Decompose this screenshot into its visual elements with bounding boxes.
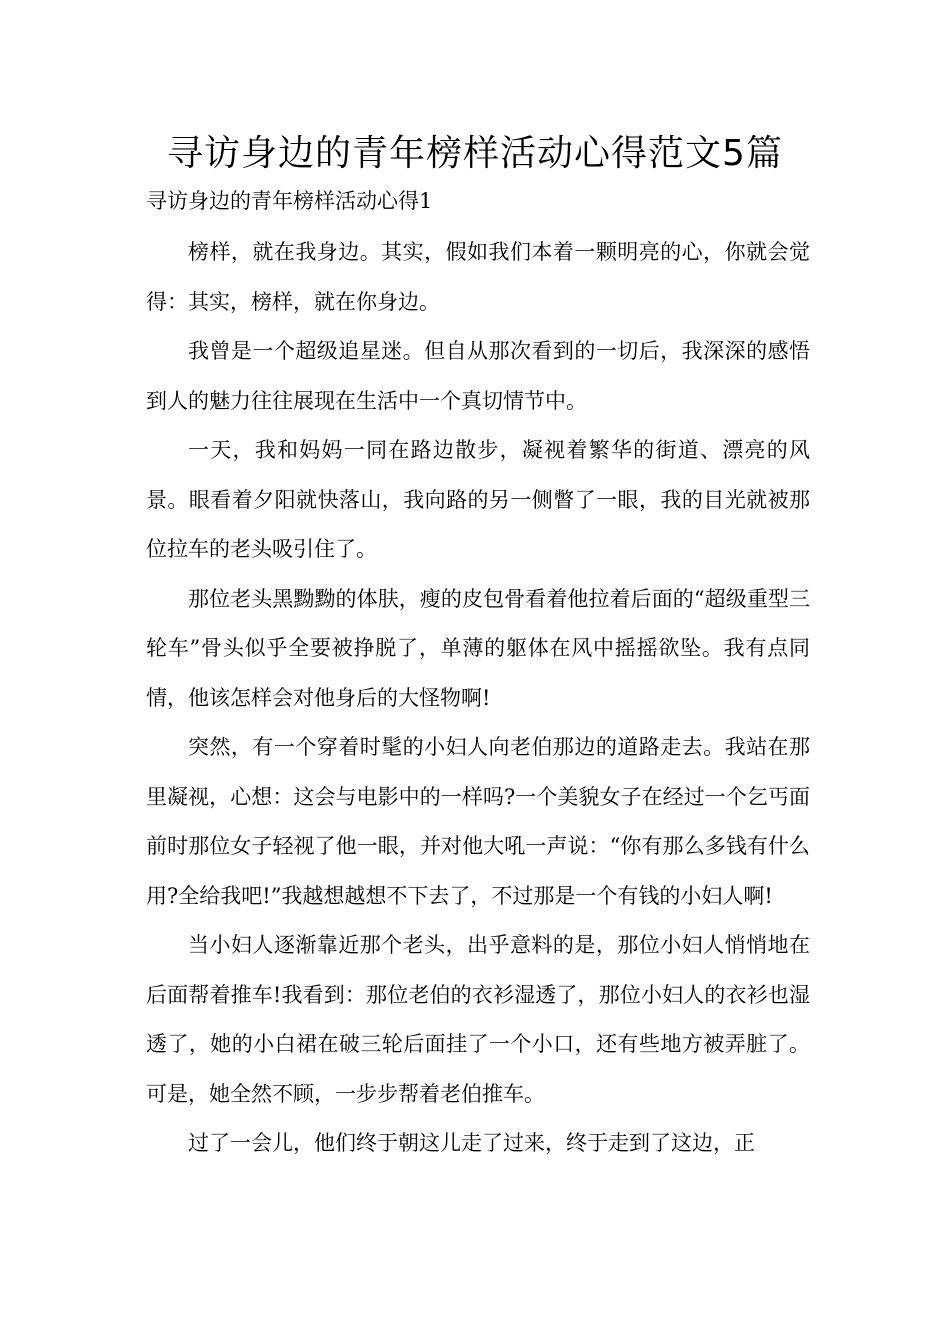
body-paragraph: 当小妇人逐渐靠近那个老头，出乎意料的是，那位小妇人悄悄地在后面帮着推车!我看到：那位老伯的衣衫湿透了，那位小妇人的衣衫也湿透了，她的小白裙在破三轮后面挂了一个小口，还有些地方被弄脏了。可是，她全然不顾，一步步帮着老伯推车。 xyxy=(146,933,810,1106)
document-title: 寻访身边的青年榜样活动心得范文5篇 xyxy=(167,133,783,174)
body-paragraph: 过了一会儿，他们终于朝这儿走了过来，终于走到了这边，正 xyxy=(188,1131,755,1155)
document-body xyxy=(146,228,810,1169)
body-paragraph: 一天，我和妈妈一同在路边散步，凝视着繁华的街道、漂亮的风景。眼看着夕阳就快落山，我向路的另一侧瞥了一眼，我的目光就被那位拉车的老头吸引住了。 xyxy=(146,438,810,561)
section-heading: 寻访身边的青年榜样活动心得1 xyxy=(146,189,433,213)
body-paragraph: 那位老头黑黝黝的体肤，瘦的皮包骨看着他拉着后面的“超级重型三轮车”骨头似乎全要被挣脱了，单薄的躯体在风中摇摇欲坠。我有点同情，他该怎样会对他身后的大怪物啊! xyxy=(146,586,810,710)
body-paragraph: 我曾是一个超级追星迷。但自从那次看到的一切后，我深深的感悟到人的魅力往往展现在生活中一个真切情节中。 xyxy=(146,339,810,413)
body-paragraph: 突然，有一个穿着时髦的小妇人向老伯那边的道路走去。我站在那里凝视，心想：这会与电影中的一样吗?一个美貌女子在经过一个乞丐面前时那位女子轻视了他一眼，并对他大吼一声说：“你有那么多钱有什么用?全给我吧!”我越想越想不下去了，不过那是一个有钱的小妇人啊! xyxy=(146,735,810,908)
body-paragraph: 榜样，就在我身边。其实，假如我们本着一颗明亮的心，你就会觉得：其实，榜样，就在你身边。 xyxy=(146,240,810,314)
